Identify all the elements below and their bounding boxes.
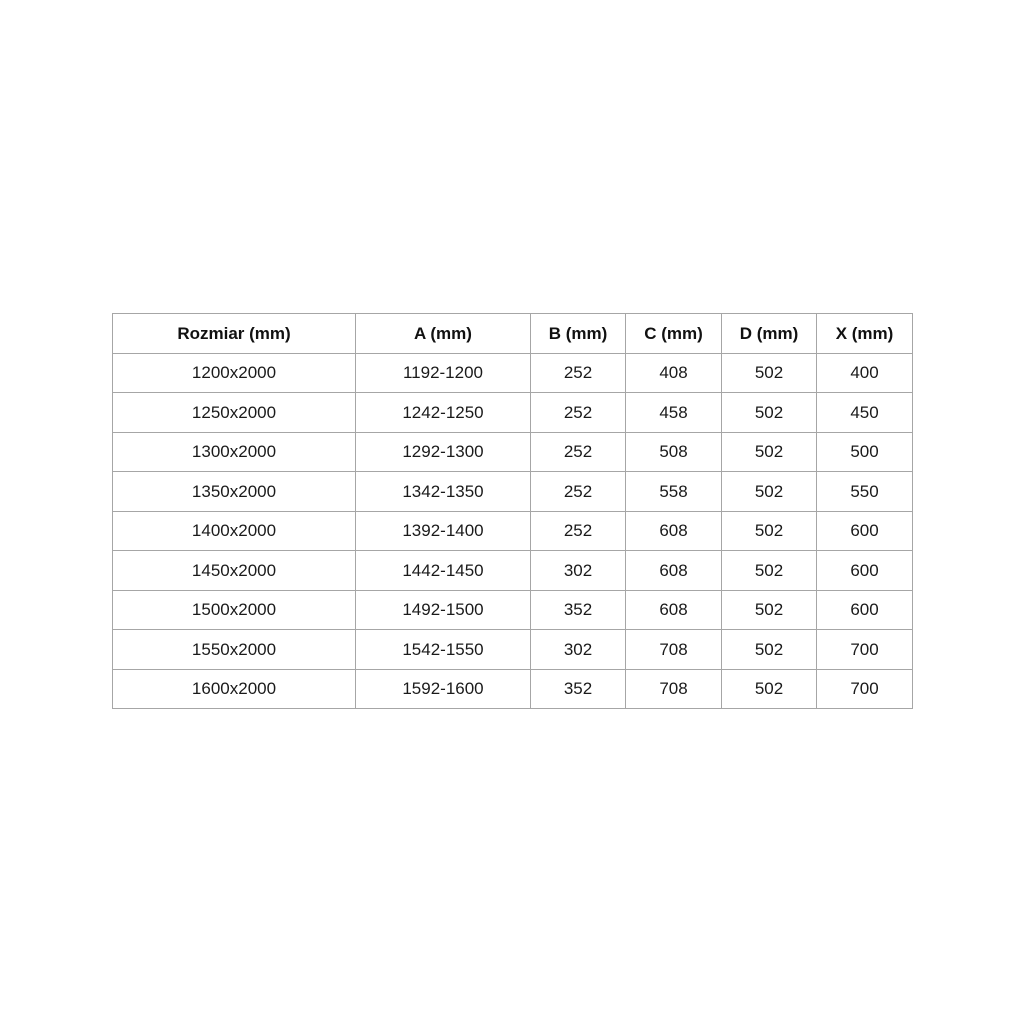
cell-b: 252 (531, 432, 626, 472)
cell-x: 450 (817, 393, 913, 433)
cell-c: 458 (626, 393, 722, 433)
cell-d: 502 (722, 472, 817, 512)
cell-b: 352 (531, 590, 626, 630)
table-row (113, 393, 913, 433)
cell-b: 252 (531, 511, 626, 551)
cell-rozmiar: 1400x2000 (113, 511, 356, 551)
cell-c: 508 (626, 432, 722, 472)
cell-b: 302 (531, 551, 626, 591)
cell-d: 502 (722, 551, 817, 591)
table-header (113, 314, 913, 354)
header-b: B (mm) (531, 314, 626, 354)
header-x: X (mm) (817, 314, 913, 354)
cell-x: 500 (817, 432, 913, 472)
cell-c: 608 (626, 590, 722, 630)
table-body (113, 353, 913, 709)
cell-c: 708 (626, 630, 722, 670)
cell-d: 502 (722, 590, 817, 630)
cell-rozmiar: 1600x2000 (113, 669, 356, 709)
table-row (113, 669, 913, 709)
cell-d: 502 (722, 511, 817, 551)
cell-a: 1592-1600 (356, 669, 531, 709)
cell-a: 1492-1500 (356, 590, 531, 630)
table-row (113, 472, 913, 512)
cell-a: 1342-1350 (356, 472, 531, 512)
header-d: D (mm) (722, 314, 817, 354)
cell-d: 502 (722, 669, 817, 709)
cell-a: 1392-1400 (356, 511, 531, 551)
cell-a: 1242-1250 (356, 393, 531, 433)
table-row (113, 590, 913, 630)
cell-c: 608 (626, 551, 722, 591)
cell-a: 1442-1450 (356, 551, 531, 591)
cell-rozmiar: 1300x2000 (113, 432, 356, 472)
cell-c: 558 (626, 472, 722, 512)
cell-x: 600 (817, 511, 913, 551)
header-rozmiar: Rozmiar (mm) (113, 314, 356, 354)
dimensions-table (112, 313, 913, 709)
cell-d: 502 (722, 393, 817, 433)
cell-rozmiar: 1550x2000 (113, 630, 356, 670)
cell-c: 408 (626, 353, 722, 393)
cell-d: 502 (722, 630, 817, 670)
cell-c: 708 (626, 669, 722, 709)
header-row (113, 314, 913, 354)
cell-a: 1292-1300 (356, 432, 531, 472)
cell-b: 252 (531, 472, 626, 512)
cell-a: 1192-1200 (356, 353, 531, 393)
cell-d: 502 (722, 432, 817, 472)
cell-x: 400 (817, 353, 913, 393)
cell-rozmiar: 1250x2000 (113, 393, 356, 433)
table-row (113, 511, 913, 551)
cell-x: 600 (817, 590, 913, 630)
cell-a: 1542-1550 (356, 630, 531, 670)
cell-x: 550 (817, 472, 913, 512)
cell-x: 700 (817, 669, 913, 709)
cell-b: 252 (531, 393, 626, 433)
table-row (113, 432, 913, 472)
cell-rozmiar: 1500x2000 (113, 590, 356, 630)
cell-b: 352 (531, 669, 626, 709)
cell-x: 700 (817, 630, 913, 670)
cell-rozmiar: 1200x2000 (113, 353, 356, 393)
header-c: C (mm) (626, 314, 722, 354)
cell-rozmiar: 1450x2000 (113, 551, 356, 591)
table-row (113, 551, 913, 591)
cell-b: 252 (531, 353, 626, 393)
table-row (113, 630, 913, 670)
table-row (113, 353, 913, 393)
cell-rozmiar: 1350x2000 (113, 472, 356, 512)
header-a: A (mm) (356, 314, 531, 354)
cell-x: 600 (817, 551, 913, 591)
cell-b: 302 (531, 630, 626, 670)
cell-d: 502 (722, 353, 817, 393)
cell-c: 608 (626, 511, 722, 551)
